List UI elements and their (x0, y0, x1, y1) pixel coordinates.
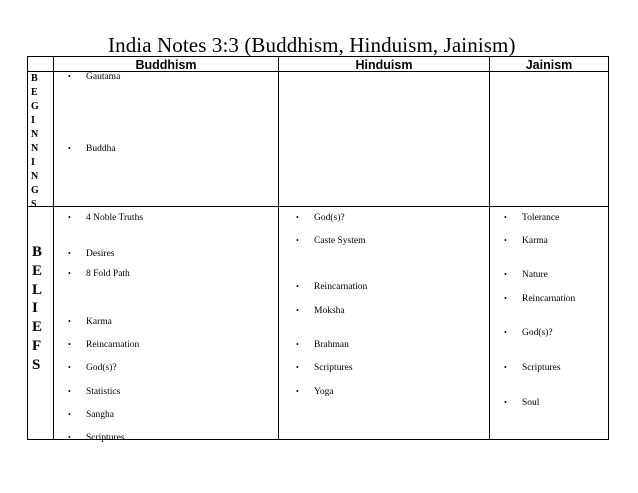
list-item: • Desires (68, 249, 115, 259)
list-item: • Caste System (296, 236, 366, 246)
bullet-icon: • (296, 306, 299, 315)
list-item: • Soul (504, 398, 540, 408)
bullet-icon: • (68, 340, 71, 349)
comparison-table (27, 56, 609, 443)
bullet-icon: • (68, 433, 71, 442)
list-item: • God(s)? (296, 213, 345, 223)
list-item: • Karma (504, 236, 548, 246)
row-label-beliefs: B E L I E F S (32, 244, 43, 373)
bullet-icon: • (296, 213, 299, 222)
bullet-icon: • (504, 213, 507, 222)
list-item: • Sangha (68, 410, 114, 420)
list-item: • Statistics (68, 387, 121, 397)
bullet-icon: • (68, 269, 71, 278)
bullet-icon: • (68, 144, 71, 153)
page-title: India Notes 3:3 (Buddhism, Hinduism, Jainism) (108, 33, 516, 57)
list-item: • Buddha (68, 144, 116, 154)
list-item: • Reincarnation (68, 340, 140, 350)
bullet-icon: • (296, 282, 299, 291)
table-divider (28, 206, 608, 207)
table-divider (489, 57, 490, 439)
bullet-icon: • (68, 317, 71, 326)
bullet-icon: • (68, 213, 71, 222)
list-item: • Nature (504, 270, 548, 280)
header-buddhism: Buddhism (135, 58, 197, 72)
list-item: • Scriptures (296, 363, 353, 373)
bullet-icon: • (68, 410, 71, 419)
row-label-beginnings: B E G I N N I N G S (31, 73, 39, 210)
bullet-icon: • (296, 363, 299, 372)
bullet-icon: • (504, 236, 507, 245)
bullet-icon: • (68, 387, 71, 396)
bullet-icon: • (504, 328, 507, 337)
list-item: • Yoga (296, 387, 334, 397)
list-item: • Scriptures (504, 363, 561, 373)
table-divider (278, 57, 279, 439)
bullet-icon: • (504, 363, 507, 372)
bullet-icon: • (504, 398, 507, 407)
bullet-icon: • (296, 340, 299, 349)
list-item: • God(s)? (68, 363, 117, 373)
bullet-icon: • (68, 72, 71, 81)
list-item: • 4 Noble Truths (68, 213, 144, 223)
header-jainism: Jainism (525, 58, 573, 72)
list-item: • Moksha (296, 306, 345, 316)
list-item: • Brahman (296, 340, 349, 350)
bullet-icon: • (504, 294, 507, 303)
bullet-icon: • (68, 249, 71, 258)
header-hinduism: Hinduism (355, 58, 413, 72)
bullet-icon: • (504, 270, 507, 279)
bullet-icon: • (296, 236, 299, 245)
list-item: • Reincarnation (296, 282, 368, 292)
list-item: • Karma (68, 317, 112, 327)
list-item: • Reincarnation (504, 294, 576, 304)
list-item: • God(s)? (504, 328, 553, 338)
list-item: • Tolerance (504, 213, 560, 223)
list-item: • Scriptures (68, 433, 125, 443)
list-item: • 8 Fold Path (68, 269, 130, 279)
bullet-icon: • (296, 387, 299, 396)
bullet-icon: • (68, 363, 71, 372)
list-item: • Gautama (68, 72, 121, 82)
